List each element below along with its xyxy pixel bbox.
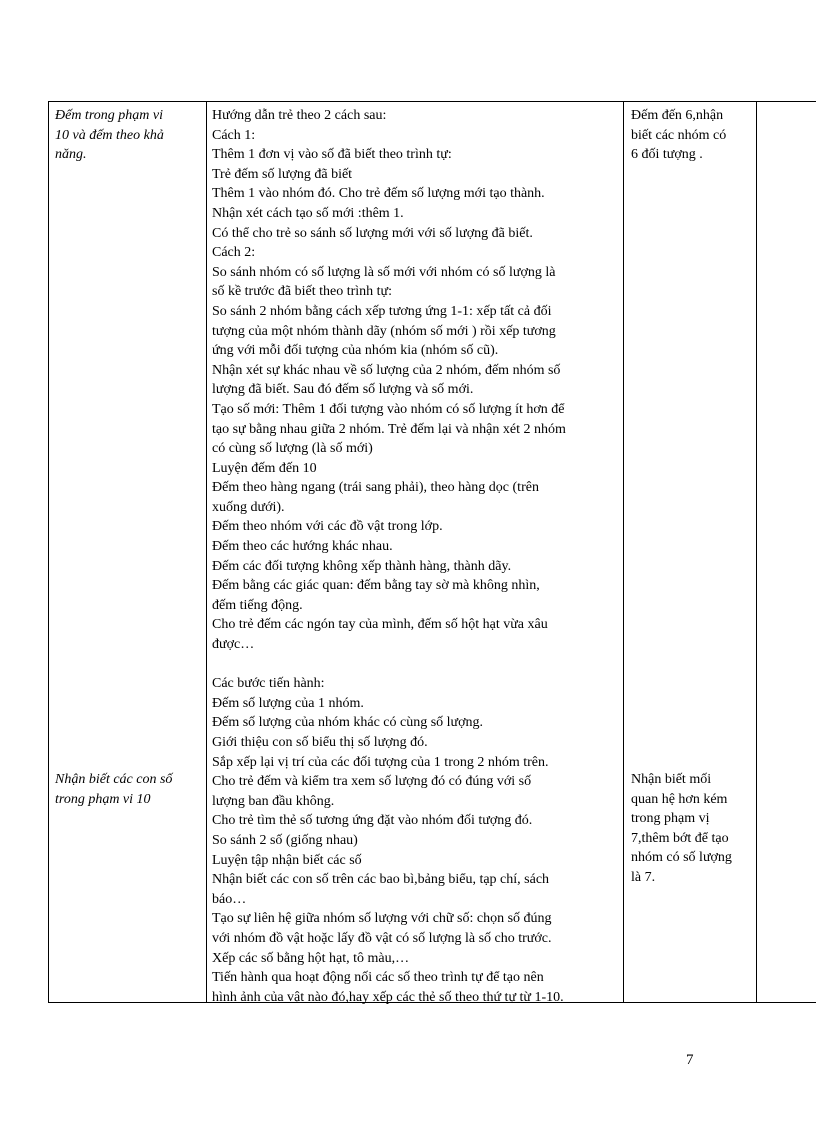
- column-divider-1: [206, 101, 207, 1003]
- page-number: 7: [686, 1052, 694, 1068]
- goal-relation-7: Nhận biết mối quan hệ hơn kém trong phạm vị 7,thêm bớt để tạo nhóm có số lượng là 7.: [631, 772, 732, 885]
- table-top-border: [48, 101, 816, 102]
- topic-recognize-numbers: Nhận biết các con số trong phạm vi 10: [55, 772, 173, 807]
- topic-counting-within-10: Đếm trong phạm vi 10 và đếm theo khả năng.: [55, 108, 164, 163]
- activity-instructions: Hướng dẫn trẻ theo 2 cách sau: Cách 1: Thêm 1 đơn vị vào số đã biết theo trình tự: Trẻ đếm số lượng đã biết Thêm 1 vào nhóm đó. Cho trẻ đếm số lượng mới tạo thành. Nhận xét cách tạo số mới :thêm 1. Có thể cho trẻ so sánh số lượng mới với số lượng đã biết. Cách 2: So sánh nhóm có số lượng là số mới với nhóm có số lượng là số kề trước đã biết theo trình tự: So sánh 2 nhóm bằng cách xếp tương ứng 1-1: xếp tất cả đối tượng của một nhóm thành dãy (nhóm số mới ) rồi xếp tương ứng với mỗi đối tượng của nhóm kia (nhóm số cũ). Nhận xét sự khác nhau về số lượng của 2 nhóm, đếm nhóm số lượng đã biết. Sau đó đếm số lượng và số mới. Tạo số mới: Thêm 1 đối tượng vào nhóm có số lượng ít hơn để tạo sự bằng nhau giữa 2 nhóm. Trẻ đếm lại và nhận xét 2 nhóm có cùng số lượng (là số mới) Luyện đếm đến 10 Đếm theo hàng ngang (trái sang phải), theo hàng dọc (trên xuống dưới). Đếm theo nhóm với các đồ vật trong lớp. Đếm theo các hướng khác nhau. Đếm các đối tượng không xếp thành hàng, thành dãy. Đếm bằng các giác quan: đếm bằng tay sờ mà không nhìn, đếm tiếng động. Cho trẻ đếm các ngón tay của mình, đếm số hột hạt vừa xâu được… Các bước tiến hành: Đếm số lượng của 1 nhóm. Đếm số lượng của nhóm khác có cùng số lượng. Giới thiệu con số biểu thị số lượng đó. Sắp xếp lại vị trí của các đối tượng của 1 trong 2 nhóm trên. Cho trẻ đếm và kiểm tra xem số lượng đó có đúng với số lượng ban đầu không. Cho trẻ tìm thẻ số tương ứng đặt vào nhóm đối tượng đó. So sánh 2 số (giống nhau) Luyện tập nhận biết các số Nhận biết các con số trên các bao bì,bảng biểu, tạp chí, sách báo… Tạo sự liên hệ giữa nhóm số lượng với chữ số: chọn số đúng với nhóm đồ vật hoặc lấy đồ vật có số lượng là số cho trước. Xếp các số bằng hột hạt, tô màu,… Tiến hành qua hoạt động nối các số theo trình tự để tạo nên hình ảnh của vật nào đó,hay xếp các thẻ số theo thứ tự từ 1-10.: [212, 108, 566, 1005]
- table-left-border: [48, 101, 49, 1003]
- goal-count-to-6: Đếm đến 6,nhận biết các nhóm có 6 đối tượng .: [631, 108, 727, 163]
- column-divider-3: [756, 101, 757, 1003]
- column-divider-2: [623, 101, 624, 1003]
